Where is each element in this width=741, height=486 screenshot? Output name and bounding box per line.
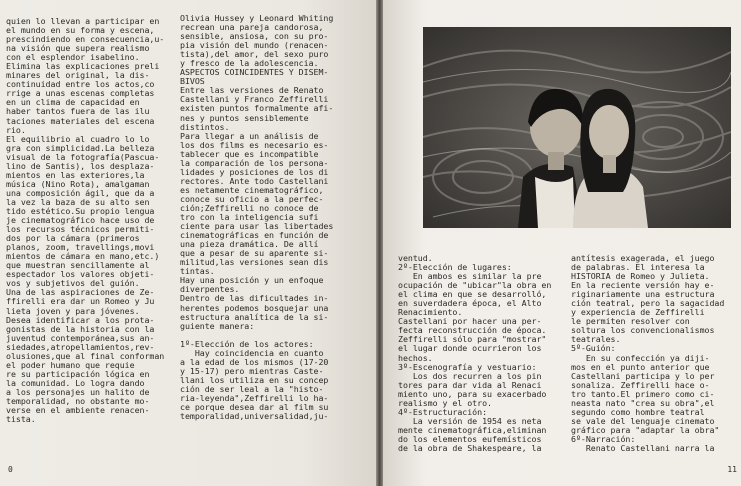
text-line: y 15-17) pero mientras Caste- <box>180 365 324 376</box>
text-line: es netamente cinematográfico, <box>180 184 324 195</box>
text-line: diverpentes. <box>180 284 240 295</box>
text-line: Elimina las explicaciones preli <box>6 61 160 72</box>
text-line: realismo y el otro. <box>398 397 492 408</box>
text-line: la vez la baza de su alto sen <box>6 196 150 207</box>
text-line: y experiencia de Zeffirelli <box>571 307 705 318</box>
text-line: taciones materiales del escena <box>6 115 155 126</box>
text-line: tista. <box>6 414 36 425</box>
text-line: 3º-Escenografía y vestuario: <box>398 361 537 372</box>
text-line: dos por la cámara (primeros <box>6 233 140 244</box>
text-line: ASPECTOS COINCIDENTES Y DISEM- <box>180 67 329 78</box>
text-line: La versión de 1954 es neta <box>398 415 542 426</box>
text-line: mientos de cámara en mano,etc.) <box>6 251 160 262</box>
text-line: una composición ágil, que da a <box>6 187 155 198</box>
text-line: tores para dar vida al Renaci <box>398 379 542 390</box>
text-line: guiente manera: <box>180 320 255 331</box>
text-line: na visión que supera realismo <box>6 43 150 54</box>
left-column-1 <box>6 17 178 424</box>
text-line: que a pesar de su aparente si- <box>180 248 329 259</box>
text-line: tablecer que es incompatible <box>180 148 319 159</box>
text-line: el clima en que se desarrolló, <box>398 289 547 300</box>
text-line: estructura analítica de la si- <box>180 311 329 322</box>
text-line: gráfico para "adaptar la obra" <box>571 424 720 435</box>
text-line: temporalidad, no obstante mo- <box>6 395 150 406</box>
right-column-1 <box>398 254 568 453</box>
text-line: el lugar donde ocurrieron los <box>398 343 542 354</box>
text-line: tista),del amor, del sexo puro <box>180 49 329 60</box>
text-line: riginariamente una estructura <box>571 289 715 300</box>
text-line: se vale del lenguaje cinemato <box>571 415 715 426</box>
text-line: música (Nino Rota), amalgaman <box>6 178 150 189</box>
text-line: Zeffirelli sólo para "mostrar" <box>398 334 547 345</box>
text-line: ción teatral, pero la sagacidad <box>571 298 725 309</box>
film-still-photo <box>423 27 731 228</box>
text-line: ciente para usar las libertades <box>180 221 334 232</box>
page-number-left: 0 <box>8 465 13 474</box>
page-number-right: 11 <box>727 465 737 474</box>
text-line: siedades,atropellamientos,rev- <box>6 341 155 352</box>
text-line: Entre las versiones de Renato <box>180 85 324 96</box>
text-line: mientos en las exteriores,la <box>6 169 145 180</box>
text-line: ria-leyenda",Zeffirelli lo ha- <box>180 392 329 403</box>
text-line: lieta joven y para jóvenes. <box>6 305 140 316</box>
text-line: vos y subjetivos del guión. <box>6 278 140 289</box>
text-line: BIVOS <box>180 76 205 87</box>
text-line: tintas. <box>180 266 215 277</box>
text-line: que muestran sencillamente al <box>6 260 150 271</box>
text-line: lidades y posiciones de los di <box>180 166 329 177</box>
text-line: gonistas de la historia con la <box>6 323 155 334</box>
text-line: olusiones,que al final conforman <box>6 350 165 361</box>
text-line: distintos. <box>180 121 230 132</box>
text-line: Castellani participa y lo per <box>571 370 715 381</box>
text-line: segundo como hombre teatral <box>571 406 705 417</box>
text-line: hechos. <box>398 352 433 363</box>
text-line: 4º-Estructuración: <box>398 406 488 417</box>
text-line: espectador los valores objeti- <box>6 269 155 280</box>
text-line: de la obra de Shakespeare, la <box>398 442 542 453</box>
text-line: teatrales. <box>571 334 621 345</box>
text-line: en suverdadera época, el Alto <box>398 298 542 309</box>
text-line: recrean una pareja candorosa, <box>180 22 324 33</box>
text-line: tido estético.Su propio lengua <box>6 205 155 216</box>
text-line: El equilibrio al cuadro lo lo <box>6 133 150 144</box>
text-line: je cinematográfico hace uso de <box>6 215 155 226</box>
text-line: tro tanto.El primero como ci- <box>571 388 715 399</box>
text-line: Hay una posición y un enfoque <box>180 275 324 286</box>
text-line: continuidad entre los actos,co <box>6 79 155 90</box>
text-line: en un clima de capacidad en <box>6 97 140 108</box>
text-line: haber tantos fuera de las ilu <box>6 106 150 117</box>
right-page <box>383 0 741 486</box>
text-line: Una de las aspiraciones de Ze- <box>6 287 155 298</box>
text-line: a la edad de los mismos (17-20 <box>180 356 329 367</box>
left-column-2 <box>180 14 372 421</box>
text-line: la comparación de los persona- <box>180 157 329 168</box>
text-line: En ambos es similar la pre <box>398 271 542 282</box>
text-line: le permiten resolver con <box>571 316 690 327</box>
text-line: Los dos recurren a los pin <box>398 370 542 381</box>
text-line: re su participación lógica en <box>6 368 150 379</box>
text-line: mos en el punto anterior que <box>571 361 710 372</box>
text-line: En la reciente versión hay e- <box>571 280 715 291</box>
text-line: tro con la inteligencia sufi <box>180 212 319 223</box>
text-line: pia visión del mundo (renacen- <box>180 40 329 51</box>
text-line: herentes podemos bosquejar una <box>180 302 329 313</box>
text-line: los dos films es necesario es- <box>180 139 329 150</box>
text-line: minares del original, la dis- <box>6 70 150 81</box>
text-line: Para llegar a un análisis de <box>180 130 319 141</box>
text-line: ventud. <box>398 253 433 263</box>
text-line: sonaliza. Zeffirelli hace o- <box>571 379 710 390</box>
text-line: 2º-Elección de lugares: <box>398 262 512 273</box>
text-line: verse en el ambiente renacen- <box>6 405 150 416</box>
text-line: sensible, ansiosa, con su pro- <box>180 31 329 42</box>
text-line: rio. <box>6 124 26 135</box>
text-line: soltura los convencionalismos <box>571 325 715 336</box>
text-line: mente cinematográfica,eliminan <box>398 424 547 435</box>
text-line: Hay coincidencia en cuanto <box>180 347 324 358</box>
right-column-2 <box>571 254 741 453</box>
text-line: HISTORIA de Romeo y Julieta. <box>571 271 710 282</box>
text-line: los recursos técnicos permiti- <box>6 224 155 235</box>
text-line: el mundo en su forma y escena, <box>6 25 155 36</box>
text-line: a los personajes un halito de <box>6 386 150 397</box>
text-line: quien lo llevan a participar en <box>6 16 160 26</box>
text-line: conoce su oficio a la perfec- <box>180 193 324 204</box>
text-line: ce porque desea dar al film su <box>180 402 329 413</box>
text-line: rectores. Ante todo Castellani <box>180 175 329 186</box>
book-gutter <box>376 0 383 486</box>
text-line: Renato Castellani narra la <box>571 442 715 453</box>
text-line: planos, zoom, travellings,movi <box>6 242 155 253</box>
text-line: de palabras. El interesa la <box>571 262 705 273</box>
text-line: antítesis exagerada, el juego <box>571 253 715 263</box>
text-line: Dentro de las dificultades in- <box>180 293 329 304</box>
text-line: fecta reconstrucción de época. <box>398 325 547 336</box>
text-line: ffirelli era dar un Romeo y Ju <box>6 296 155 307</box>
text-line: nes y puntos sensiblemente <box>180 112 309 123</box>
text-line: Olivia Hussey y Leonard Whiting <box>180 13 334 23</box>
text-line: el poder humano que requie <box>6 359 135 370</box>
text-line: existen puntos formalmente afi- <box>180 103 334 114</box>
text-line: temporalidad,universalidad,ju- <box>180 411 329 422</box>
text-line: cinematográficas en función de <box>180 230 329 241</box>
text-line: Castellani por hacer una per- <box>398 316 542 327</box>
text-line: do los elementos eufemísticos <box>398 433 542 444</box>
text-line: gra con simplicidad.La belleza <box>6 142 155 153</box>
text-line: ocupación de "ubicar"la obra en <box>398 280 552 291</box>
text-line: 1º-Elección de los actores: <box>180 338 314 349</box>
text-line: prescindiendo en consecuencia,u- <box>6 34 165 45</box>
text-line: llani los utiliza en su concep <box>180 374 329 385</box>
text-line: 5º-Guión: <box>571 343 616 354</box>
text-line: neasta nato "crea su obra",el <box>571 397 715 408</box>
text-line: Castellani y Franco Zeffirelli <box>180 94 329 105</box>
text-line: rrige a unas escenas completas <box>6 88 155 99</box>
text-line: En su confección ya diji- <box>571 352 710 363</box>
text-line: militud,las versiones sean dis <box>180 257 329 268</box>
text-line: con el esplendor isabelino. <box>6 52 140 63</box>
text-line: Renacimiento. <box>398 307 463 318</box>
text-line: ción;Zeffirelli no conoce de <box>180 202 319 213</box>
text-line: la comunidad. Lo logra dando <box>6 377 145 388</box>
text-line: Desea identificar a los prota- <box>6 314 155 325</box>
text-line: y fresco de la adolescencia. <box>180 58 319 69</box>
text-line: miento uno, para su exacerbado <box>398 388 547 399</box>
text-line: lino de Santis), los desplaza- <box>6 160 155 171</box>
text-line: visual de la fotografía(Pascua- <box>6 151 160 162</box>
text-line: juventud contemporánea,sus an- <box>6 332 155 343</box>
text-line: una pieza dramática. De allí <box>180 239 319 250</box>
text-line: ción de ser leal a la "histo- <box>180 383 324 394</box>
text-line: 6º-Narración: <box>571 433 636 444</box>
